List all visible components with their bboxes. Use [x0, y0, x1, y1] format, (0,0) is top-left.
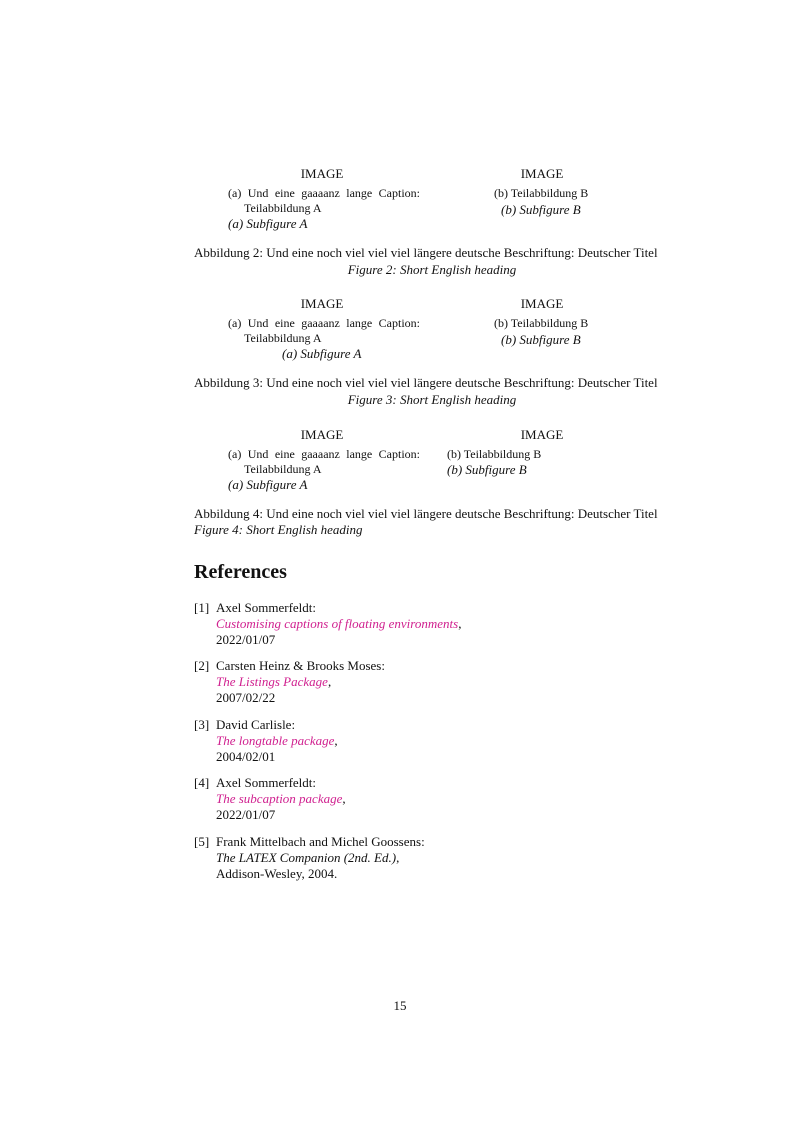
page-number: 15: [393, 998, 407, 1013]
figure-4-subcaption-a-line2: Teilabbildung A: [244, 462, 322, 476]
figure-4-caption: Abbildung 4: Und eine noch viel viel viel längere deutsche Beschriftung: Deutscher Titel: [194, 506, 658, 521]
figure-3-image-b-placeholder: IMAGE: [520, 296, 564, 311]
reference-number: [5]: [194, 834, 210, 849]
reference-title-link[interactable]: The subcaption package: [216, 791, 343, 806]
reference-date: 2007/02/22: [216, 690, 276, 705]
reference-author: David Carlisle:: [216, 717, 296, 732]
reference-author: Axel Sommerfeldt:: [216, 775, 317, 790]
figure-2-subcaption-a-line1: (a) Und eine gaaaanz lange Caption:: [228, 186, 420, 200]
reference-author: Carsten Heinz & Brooks Moses:: [216, 658, 385, 673]
reference-author: Frank Mittelbach and Michel Goossens:: [216, 834, 425, 849]
figure-3-image-a-placeholder: IMAGE: [300, 296, 344, 311]
figure-4-subcaption-b: (b) Teilabbildung B: [447, 447, 542, 461]
figure-2-image-a-placeholder: IMAGE: [300, 166, 344, 181]
figure-3-caption-english: Figure 3: Short English heading: [347, 392, 517, 407]
reference-title: The LATEX Companion (2nd. Ed.): [216, 850, 397, 865]
reference-date: 2022/01/07: [216, 632, 276, 647]
figure-3-subcaption-b-english: (b) Subfigure B: [501, 332, 581, 347]
figure-3-subcaption-b: (b) Teilabbildung B: [494, 316, 589, 330]
figure-4-subcaption-b-english: (b) Subfigure B: [447, 462, 527, 477]
reference-publisher: Addison-Wesley, 2004.: [216, 866, 338, 881]
figure-3-subcaption-a-english: (a) Subfigure A: [282, 346, 362, 361]
reference-author: Axel Sommerfeldt:: [216, 600, 317, 615]
reference-number: [2]: [194, 658, 210, 673]
reference-title-link[interactable]: The longtable package: [216, 733, 335, 748]
figure-2-subcaption-a-english: (a) Subfigure A: [228, 216, 308, 231]
reference-title-link[interactable]: Customising captions of floating environments: [216, 616, 459, 631]
figure-4-image-b-placeholder: IMAGE: [520, 427, 564, 442]
figure-2-caption: Abbildung 2: Und eine noch viel viel viel längere deutsche Beschriftung: Deutscher Titel: [194, 245, 658, 260]
figure-3-subcaption-a-line1: (a) Und eine gaaaanz lange Caption:: [228, 316, 420, 330]
figure-3-caption: Abbildung 3: Und eine noch viel viel viel längere deutsche Beschriftung: Deutscher Titel: [194, 375, 658, 390]
reference-number: [1]: [194, 600, 210, 615]
figure-2-subcaption-a-line2: Teilabbildung A: [244, 201, 322, 215]
figure-2-subcaption-b-english: (b) Subfigure B: [501, 202, 581, 217]
reference-date: 2004/02/01: [216, 749, 276, 764]
reference-number: [4]: [194, 775, 210, 790]
references-list: [1] Axel Sommerfeldt: Customising captions of floating environments, 2022/01/07 [2] Carsten Heinz & Brooks Moses: The Listings Package, 2007/02/22 [3] David Carlisle: The longtable package, 2004/02/01 [4] Axel Sommerfeldt: The subcaption package, 2022/01/07 [5] Frank Mittelbach and Michel Goossens: The LATEX Companion (2nd. Ed.), Addison-Wesley, 2004.: [194, 600, 462, 881]
figure-4-subcaption-a-line1: (a) Und eine gaaaanz lange Caption:: [228, 447, 420, 461]
references-heading: References: [194, 561, 287, 583]
figure-2-subcaption-b: (b) Teilabbildung B: [494, 186, 589, 200]
reference-date: 2022/01/07: [216, 807, 276, 822]
figure-2-caption-english: Figure 2: Short English heading: [347, 262, 517, 277]
figure-3-subcaption-a-line2: Teilabbildung A: [244, 331, 322, 345]
figure-4-image-a-placeholder: IMAGE: [300, 427, 344, 442]
reference-title-link[interactable]: The Listings Package: [216, 674, 328, 689]
figure-4-caption-english: Figure 4: Short English heading: [194, 522, 363, 537]
figure-4-subcaption-a-english: (a) Subfigure A: [228, 477, 308, 492]
reference-number: [3]: [194, 717, 210, 732]
figure-2-image-b-placeholder: IMAGE: [520, 166, 564, 181]
